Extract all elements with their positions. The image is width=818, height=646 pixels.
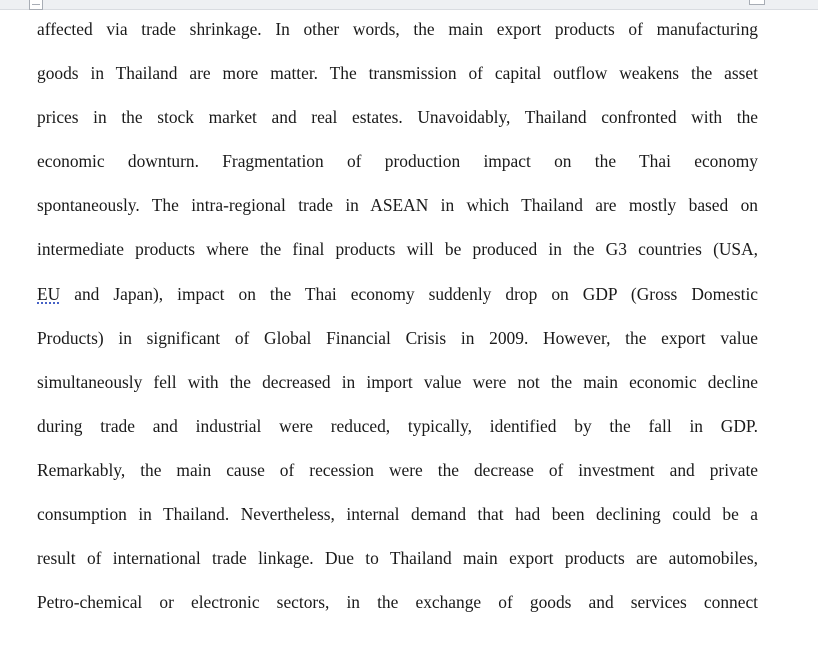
text-line-12: consumption in Thailand. Nevertheless, internal demand that had been declining could be a [37,504,758,525]
text-line-1: affected via trade shrinkage. In other words, the main export products of manufacturing [37,19,758,39]
text-line-6: intermediate products where the final products will be produced in the G3 countries (USA, [37,239,758,260]
text-line-7 [37,272,758,316]
text-line-4: economic downturn. Fragmentation of production impact on the Thai economy [37,151,758,172]
resize-handle-icon[interactable] [749,0,765,5]
text-line-8: Products) in significant of Global Financial Crisis in 2009. However, the export value [37,327,758,348]
text-line-5: spontaneously. The intra-regional trade in ASEAN in which Thailand are mostly based on [37,195,758,216]
text-line-3: prices in the stock market and real estates. Unavoidably, Thailand confronted with the [37,107,758,128]
text-line-9: simultaneously fell with the decreased in import value were not the main economic decline [37,371,758,392]
text-line-11: Remarkably, the main cause of recession were the decrease of investment and private [37,459,758,480]
spellcheck-flagged-word[interactable]: EU [37,283,61,304]
document-body[interactable] [37,7,758,624]
text-line-10: during trade and industrial were reduced, typically, identified by the fall in GDP. [37,415,758,436]
text-line-7-rest: and Japan), impact on the Thai economy suddenly drop on GDP (Gross Domestic [60,283,758,304]
text-line-2: goods in Thailand are more matter. The transmission of capital outflow weakens the asset [37,63,758,84]
text-line-13: result of international trade linkage. Due to Thailand main export products are automobiles, [37,548,758,569]
text-line-14: Petro-chemical or electronic sectors, in the exchange of goods and services connect [37,592,758,613]
